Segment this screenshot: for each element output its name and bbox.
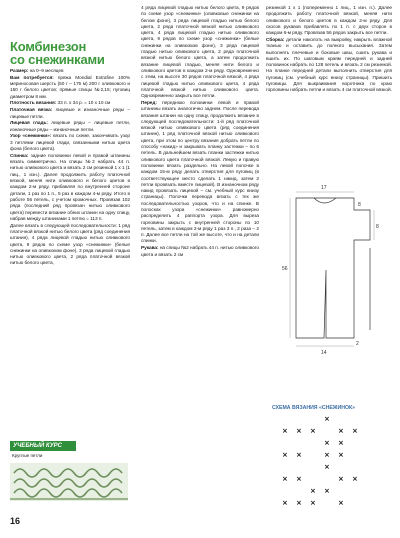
stitch-x-mark: × bbox=[338, 451, 344, 459]
column-middle bbox=[141, 6, 259, 259]
density-paragraph bbox=[10, 101, 130, 107]
stitch-x-mark: × bbox=[324, 463, 330, 471]
stockinette-label: Лицевая гладь: bbox=[10, 121, 48, 127]
stitch-x-mark: × bbox=[338, 475, 344, 483]
back-label: Спинка: bbox=[10, 153, 29, 159]
stitch-x-mark: × bbox=[338, 439, 344, 447]
stitch-x-mark: × bbox=[310, 487, 316, 495]
stitch-x-mark: × bbox=[338, 499, 344, 507]
front-paragraph bbox=[141, 101, 259, 246]
density-text: 33 п. х 34 р. = 10 х 10 см bbox=[56, 101, 111, 107]
back-text: задние половинки левой и правой штанины вязать симметрично. На спицы №2 набрать 44 п. нитью оливкового цвета и вязать 2 см резинкой 1 х 1 (1 лиц., 1 изн.). Далее продолжить работу платочной вязкой, меняя нити оливкового и белого цветов в каждом 2-м ряду, прибавляя по внутренней стороне детали, 1 раз по 1 п., 5 раз в каждом 4-м ряду. Итого в работе 56 петель, с учетом кромочных. Провязав 102 ряда (последний ряд провязан нитью оливкового цвета) перевести вязание обеих штанин на одну спицу, набрав между штанинами 1 петлю = 113 п. bbox=[10, 153, 130, 222]
size-text: на 0–9 месяцев bbox=[28, 69, 64, 74]
study-course-box bbox=[10, 441, 130, 506]
stockinette-paragraph bbox=[10, 121, 130, 134]
stitch-x-mark: × bbox=[296, 451, 302, 459]
materials-paragraph bbox=[10, 76, 130, 101]
study-course-title: УЧЕБНЫЙ КУРС bbox=[10, 441, 76, 451]
pattern-diagram bbox=[266, 170, 392, 390]
snowflake-chart bbox=[276, 413, 366, 511]
diagram-label-height: 56 bbox=[282, 266, 288, 272]
col2-paragraph-1: 4 ряда лицевой гладью нитью белого цвета, 9 рядов по схеме узор «снежинки» (оливковые снежинки на белом фоне), 3 ряда лицевой гладью нитью белого цвета, 2 ряда платочной вязкой нитью оливкового цвета, 4 ряда лицевой гладью нитью оливкового цвета, 9 рядов по схеме узор «снежинки» (белые снежинки на оливковом фоне), 3 ряда лицевой гладью нитью оливкового цвета, 2 ряда платочной вязкой нитью белого цвета, а затем продолжить вязание лицевой гладью, меняя нити белого и оливкового цветов в каждом 2-м ряду. Одновременно с этим, на высоте 30 рядов платочной вязкой, 4 ряда лицевой гладью нитью оливкового цвета, 4 ряда платочной вязкой нитью оливкового цвета. Одновременно закрыть все петли. bbox=[141, 6, 259, 100]
stitch-x-mark: × bbox=[352, 427, 358, 435]
density-label: Плотность вязания: bbox=[10, 101, 57, 107]
diagram-label-top: 17 bbox=[321, 185, 327, 191]
front-text: переднюю половинки левой и правой штанины вязать аналогично заднем. После перевода вязания штанин на одну спицу, продолжить вязание в следующей последовательности: 1-й ряд платочной вязкой нитью оливкового цвета (ряд соединения штанин), 1 ряд платочной вязкой нитью оливкового цвета, при этом по центру вязания добрать петли по способу «накид» и закрывать планку застежки – по 6 петель. В дальнейшем вязать планки застежки нитью оливкового цвета платочной вязкой. Левую и правую половинки вязать раздельно. На левой полочке в каждом 15-м ряду делать отверстия для пуговиц (в соответствующее место сделать 1 накид, затем 2 петли провязать вместе лицевой). В изнаночном ряду накид провязать лицевой – см. учебный курс внизу страницы). Полочки перевода вязать с тех же последовательностью узоров, что и на спинке. В полосках узора «снежинки» равномерно распределить 4 раппорта узора. Для выреза горловины закрыть с внутренней стороны по 10 петель, затем в каждом 2-м ряду 1 раз 3 п., 2 раза – 2 п. Далее все петли на той же высоте, что и на детали спинки. bbox=[141, 100, 259, 245]
stitch-x-mark: × bbox=[282, 475, 288, 483]
snowflake-text: вязать по схеме, закончивать узор 3 петлями лицевой глади, связанными нитью цвета фона (белого цвета). bbox=[10, 134, 130, 153]
stitch-x-mark: × bbox=[338, 427, 344, 435]
diagram-label-shoulder: 8 bbox=[358, 202, 361, 208]
materials-label: Вам потребуется: bbox=[10, 75, 54, 81]
sleeve-paragraph bbox=[141, 246, 259, 259]
sleeve-text: на спицы №2 набрать 44 п. нитью оливкового цвета и вязать 2 см bbox=[141, 246, 259, 258]
diagram-label-width: 14 bbox=[321, 350, 327, 356]
col3-paragraph-1: резинкой 1 х 1 (попеременно 1 лиц., 1 изн. п.). Далее продолжить работу платочной вязкой, меняя нити оливкового и белого цветов в каждом 2-м ряду. Для скосов рукавов прибавлять по 1 п. с двух сторон в каждом 6-м ряду. Провязав 56 рядов закрыть все петли. bbox=[266, 6, 392, 37]
page-number: 16 bbox=[10, 516, 21, 526]
materials-text: пряжа Mondial Extrafine 100% мериносовая шерсть (50 г – 175 м) 200 г оливкового и 150 г белого цветов; прямые спицы №2,15; пуговиц диаметром 8 мм. bbox=[10, 75, 130, 100]
stitch-x-mark: × bbox=[282, 451, 288, 459]
stitch-x-mark: × bbox=[324, 451, 330, 459]
column-right bbox=[266, 6, 392, 95]
stitch-x-mark: × bbox=[296, 427, 302, 435]
snowflake-label: Узор «снежинки»: bbox=[10, 134, 52, 140]
flat-knit-paragraph bbox=[10, 108, 130, 121]
assembly-paragraph bbox=[266, 38, 392, 95]
title-line-1: Комбинезон bbox=[10, 39, 87, 54]
title-line-2: со снежинками bbox=[10, 52, 105, 67]
stitch-x-mark: × bbox=[324, 487, 330, 495]
assembly-label: Сборка: bbox=[266, 37, 285, 43]
stitch-x-mark: × bbox=[324, 439, 330, 447]
column-left bbox=[10, 6, 130, 268]
scheme-title: СХЕМА ВЯЗАНИЯ «СНЕЖИНОК» bbox=[272, 405, 356, 411]
stockinette-text: лицевые ряды – лицевые петли, изнаночные ряды – изнаночные петли. bbox=[10, 121, 130, 133]
stitch-x-mark: × bbox=[296, 475, 302, 483]
stitch-x-mark: × bbox=[296, 499, 302, 507]
flat-knit-label: Платочная вязка: bbox=[10, 108, 53, 114]
assembly-text: детали наколоть на выкройку, накрыть влажной тканью и оставить до полного высыхания. Затем выполнять плечевые и боковые швы, сшить рукава и вшить их. По шаговым краям передней и задней половинок набрать по 128 петель и вязать 2 см резинкой. На планке передней детали выполнить отверстия для пуговиц (см. учебный курс внизу страницы). Пришить пуговицы. Для выкраивания воротника по краю горловины набрать петли и вязать 4 см платочной вязкой. bbox=[266, 37, 392, 94]
snowflake-paragraph bbox=[10, 134, 130, 153]
front-label: Перед: bbox=[141, 100, 157, 106]
page-title bbox=[10, 40, 130, 66]
stitch-x-mark: × bbox=[352, 475, 358, 483]
study-course-subtitle: Круглые петли bbox=[12, 453, 43, 458]
flat-knit-text: лицевые и изнаночные ряды – лицевые петли. bbox=[10, 108, 130, 120]
knit-stitch-illustration bbox=[10, 463, 128, 501]
back-paragraph bbox=[10, 154, 130, 223]
diagram-label-hem: 2 bbox=[356, 341, 359, 347]
stitch-x-mark: × bbox=[310, 499, 316, 507]
size-label: Размер: bbox=[10, 69, 29, 74]
stitch-x-mark: × bbox=[282, 499, 288, 507]
stitch-x-mark: × bbox=[282, 427, 288, 435]
diagram-label-sleeve: 8 bbox=[376, 224, 379, 230]
size-paragraph bbox=[10, 69, 130, 75]
stitch-x-mark: × bbox=[310, 427, 316, 435]
sleeve-label: Рукава: bbox=[141, 246, 159, 252]
col1-continuation: Далее вязать в следующей последовательности: 1 ряд платочной вязкой нитью белого цвета (ряд соединения штанин), 4 ряда лицевой гладью нитью оливкового цвета, 9 рядов по схеме узор «снежинки» (белые снежинки на оливковом фоне), 3 ряда лицевой гладью нитью оливкового цвета, 2 ряда платочной вязкой нитью белого цвета, bbox=[10, 223, 130, 267]
stitch-x-mark: × bbox=[324, 415, 330, 423]
